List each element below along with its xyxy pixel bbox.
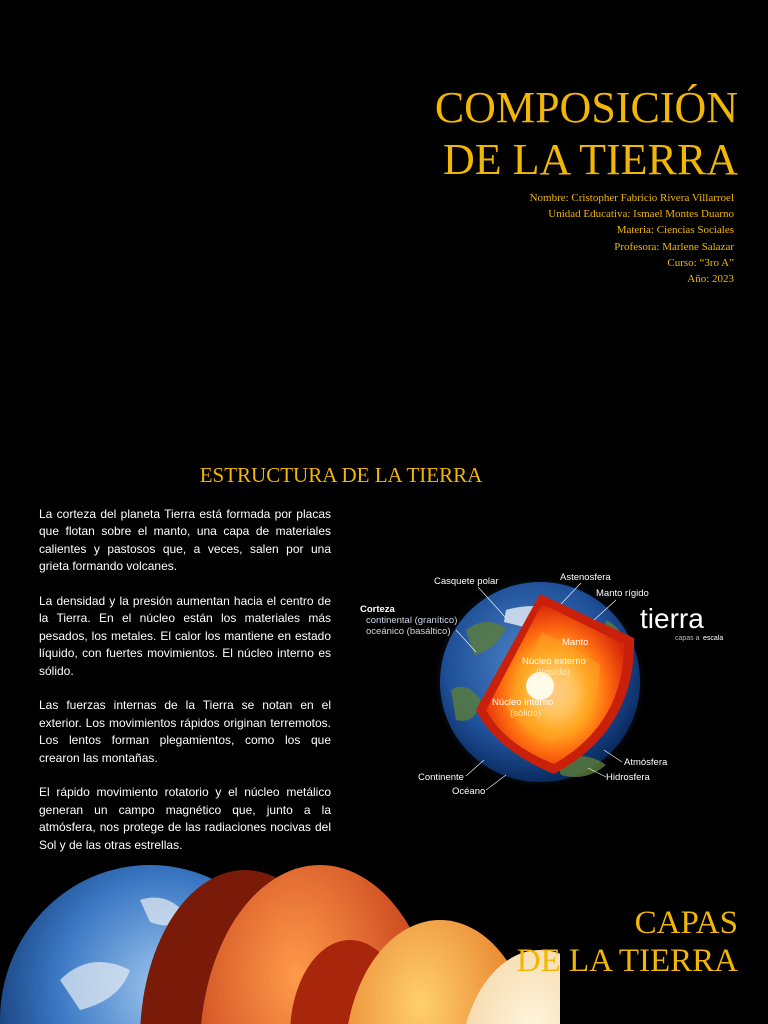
label-oceano: Océano [452, 786, 486, 797]
author-info [530, 190, 734, 287]
label-corteza: Corteza [360, 604, 395, 615]
label-hidrosfera: Hidrosfera [606, 772, 650, 783]
paragraph: El rápido movimiento rotatorio y el núcleo metálico generan un campo magnético que, junto a la atmósfera, nos protege de las radiaciones nocivas del Sol y de las otras estrellas. [39, 785, 331, 852]
figure-brand: tierra [640, 603, 704, 634]
earth-structure-diagram [356, 560, 736, 805]
paragraph: La corteza del planeta Tierra está formada por placas que flotan sobre el manto, una capa de materiales calientes y pastosos que, a veces, salen por una grieta formando volcanes. [39, 507, 331, 574]
title-line-1: COMPOSICIÓN [434, 83, 738, 132]
layers-title [517, 904, 738, 980]
meta-year: Año: 2023 [687, 273, 734, 286]
label-continental: continental (granítico) [366, 615, 458, 626]
layers-title-line-1: CAPAS [634, 905, 738, 941]
earth-layers-illustration [0, 860, 560, 1024]
paragraph: Las fuerzas internas de la Tierra se notan en el exterior. Los movimientos rápidos originan terremotos. Los lentos forman plegamientos, como los que crearon las montañas. [39, 698, 331, 765]
label-casquete: Casquete polar [434, 576, 499, 587]
layers-title-line-2: DE LA TIERRA [516, 943, 738, 979]
meta-subject: Materia: Ciencias Sociales [616, 224, 734, 237]
label-nucleo-interno: Núcleo interno [492, 697, 554, 708]
label-manto: Manto [562, 637, 589, 648]
label-liquido: (líquido) [536, 667, 571, 678]
body-text [39, 506, 331, 871]
label-astenosfera: Astenosfera [560, 572, 611, 583]
label-oceanico: oceánico (basáltico) [366, 626, 451, 637]
meta-name: Nombre: Cristopher Fabricio Rivera Villarroel [529, 192, 734, 204]
label-solido: (sólido) [510, 708, 542, 719]
meta-teacher: Profesora: Marlene Salazar [614, 240, 734, 253]
label-manto-rigido: Manto rígido [596, 588, 649, 599]
meta-school: Unidad Educativa: Ismael Montes Duarno [548, 208, 734, 221]
figure-brand-sub: capas a [675, 635, 700, 642]
page-title [435, 82, 738, 186]
label-nucleo-externo: Núcleo externo [522, 656, 586, 667]
label-continente: Continente [418, 772, 464, 783]
figure-brand-sub-bold: escala [703, 635, 724, 642]
title-line-2: DE LA TIERRA [443, 135, 738, 184]
label-atmosfera: Atmósfera [624, 757, 668, 768]
paragraph: La densidad y la presión aumentan hacia el centro de la Tierra. En el núcleo están los materiales más pesados, los metales. El calor los mantiene en estado líquido, con fuertes movimientos. El núcleo interno es sólido. [39, 594, 331, 678]
meta-course: Curso: “3ro A” [667, 256, 734, 269]
section-title: ESTRUCTURA DE LA TIERRA [199, 463, 483, 487]
